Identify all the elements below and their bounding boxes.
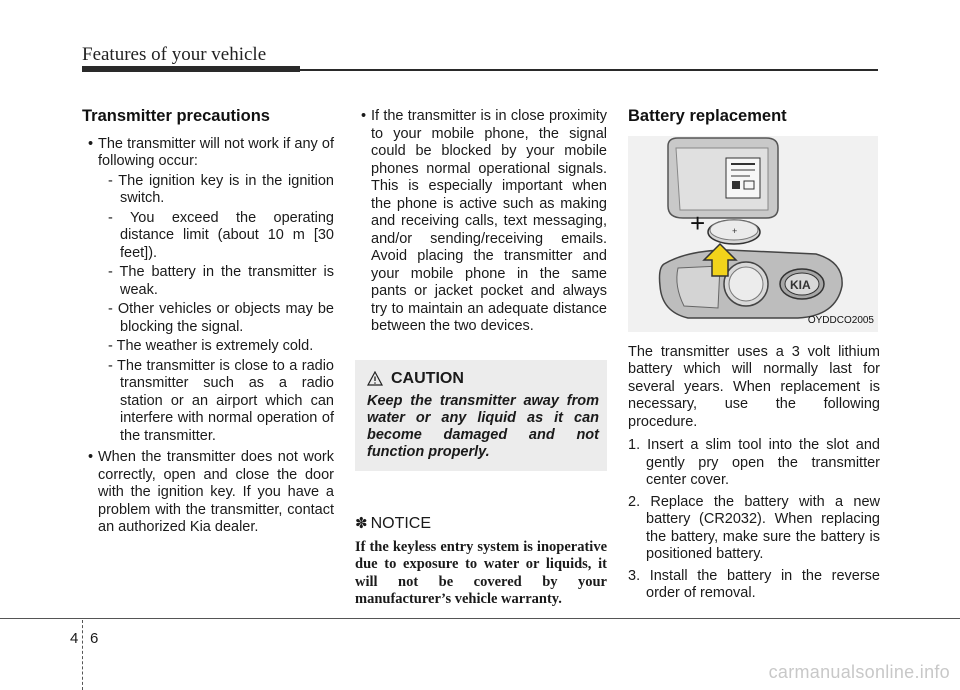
transmitter-illustration bbox=[628, 136, 878, 332]
caution-header bbox=[367, 370, 599, 388]
footer-rule bbox=[0, 618, 960, 619]
step-number: 3. bbox=[628, 567, 641, 584]
sub-list-item: - You exceed the operating distance limit (about 10 m [30 feet]). bbox=[108, 209, 334, 261]
list-item: • The transmitter will not work if any of following occur: bbox=[82, 136, 334, 171]
page-header-title: Features of your vehicle bbox=[82, 44, 267, 65]
figure-caption: OYDDCO2005 bbox=[807, 315, 874, 326]
svg-text:KIA: KIA bbox=[790, 277, 811, 292]
caution-body: Keep the transmitter away from water or any liquid as it can become damaged and not function properly. bbox=[367, 393, 599, 460]
list-item bbox=[628, 568, 880, 603]
key-body-icon bbox=[660, 250, 843, 318]
column-mobile-phone bbox=[355, 108, 607, 609]
sub-list-item: - The transmitter is close to a radio transmitter such as a radio station or an airport which can interfere with normal operation of the transmitter. bbox=[108, 357, 334, 444]
caution-box bbox=[355, 360, 607, 472]
column-transmitter-precautions bbox=[82, 108, 334, 539]
notice-header bbox=[355, 515, 607, 533]
transmitter-cover-icon bbox=[668, 138, 778, 218]
column-battery-replacement bbox=[628, 108, 880, 607]
watermark: carmanualsonline.info bbox=[768, 662, 950, 682]
sub-list-item: - The battery in the transmitter is weak. bbox=[108, 264, 334, 298]
page-number: 6 bbox=[90, 630, 99, 647]
step-text: Replace the battery with a new battery (CR2032). When replacing the battery, make sure the battery is positioned battery. bbox=[646, 493, 880, 562]
section-heading-battery-replacement: Battery replacement bbox=[628, 107, 787, 125]
sub-list bbox=[82, 173, 334, 446]
notice-body: If the keyless entry system is inoperative due to exposure to water or liquids, it will not be covered by your manufacturer’s vehicle warranty. bbox=[355, 538, 607, 607]
warning-triangle-icon bbox=[367, 371, 383, 386]
notice-title: NOTICE bbox=[370, 515, 432, 532]
step-text: Install the battery in the reverse order of removal. bbox=[646, 567, 880, 601]
section-heading-transmitter-precautions: Transmitter precautions bbox=[82, 107, 270, 125]
battery-description: The transmitter uses a 3 volt lithium battery which will normally last for several years. When replacement is necessary, use the following procedure. bbox=[628, 343, 880, 430]
chapter-number: 4 bbox=[70, 630, 79, 647]
sub-list-item: - The weather is extremely cold. bbox=[108, 338, 314, 354]
sub-list-item: - The ignition key is in the ignition switch. bbox=[108, 172, 334, 206]
header-rule-thick bbox=[82, 66, 300, 72]
list-item bbox=[628, 494, 880, 564]
sub-list-item: - Other vehicles or objects may be blocking the signal. bbox=[108, 301, 334, 335]
coin-battery-icon bbox=[708, 220, 760, 244]
list-item: • If the transmitter is in close proximity to your mobile phone, the signal could be blocked by your mobile phones normal operational signals. This is especially important when the phone is active such as making and receiving calls, text messaging, and/or sending/receiving emails. Avoid placing the transmitter and your mobile phone in the same pants or jacket pocket and always try to maintain an adequate distance between the two devices. bbox=[355, 108, 607, 336]
list-item bbox=[628, 437, 880, 490]
step-number: 2. bbox=[628, 493, 641, 510]
svg-text:+: + bbox=[732, 225, 738, 236]
notice-block bbox=[355, 515, 607, 609]
header-rule-thin bbox=[300, 69, 878, 71]
step-text: Insert a slim tool into the slot and gently pry open the transmitter center cover. bbox=[646, 437, 880, 488]
caution-title: CAUTION bbox=[391, 369, 464, 387]
list-item: • When the transmitter does not work correctly, open and close the door with the ignition key. If you have a problem with the transmitter, contact an authorized Kia dealer. bbox=[82, 449, 334, 537]
notice-star-icon: ✽ bbox=[355, 515, 368, 532]
footer-divider bbox=[82, 620, 83, 690]
battery-replacement-figure bbox=[628, 136, 878, 332]
step-number: 1. bbox=[628, 437, 641, 453]
plus-marker: + bbox=[690, 207, 706, 238]
